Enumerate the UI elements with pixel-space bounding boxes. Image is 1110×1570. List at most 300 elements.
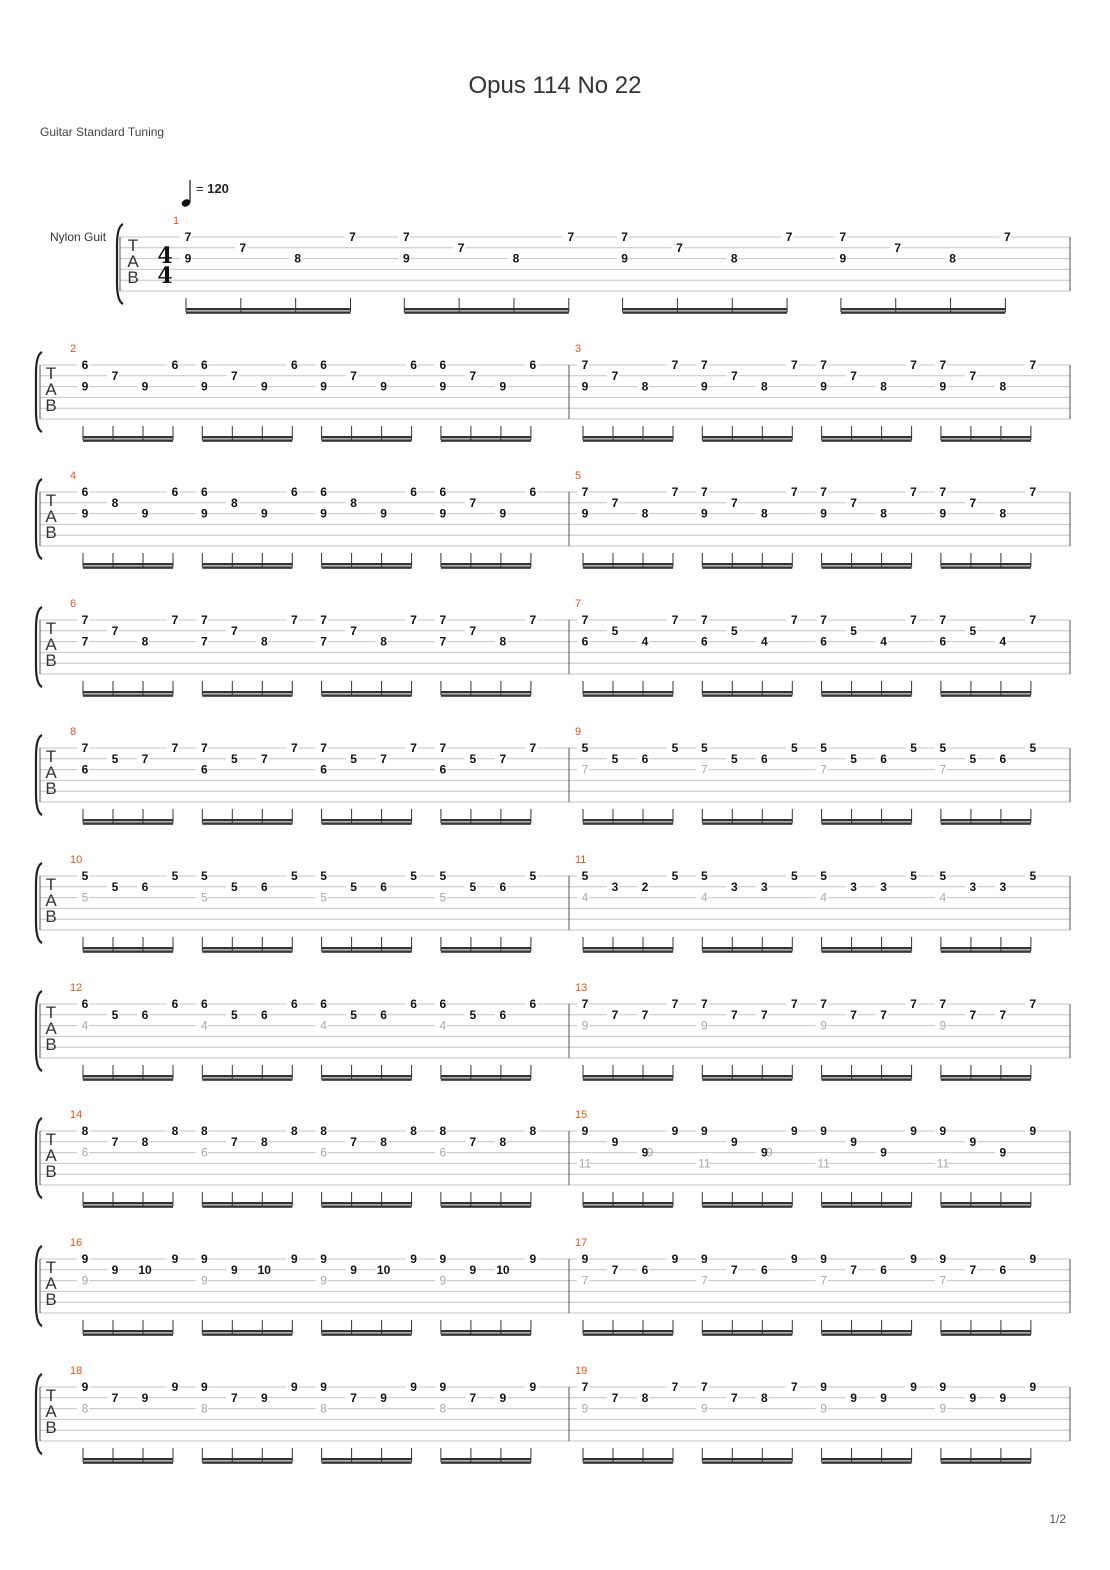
fret-number: 5 bbox=[290, 869, 298, 883]
fret-number: 7 bbox=[939, 997, 947, 1011]
fret-number: 7 bbox=[730, 1390, 738, 1405]
fret-number: 9 bbox=[529, 1252, 537, 1266]
fret-number: 9 bbox=[939, 506, 947, 521]
fret-number: 6 bbox=[439, 358, 447, 372]
fret-number: 9 bbox=[790, 1252, 798, 1266]
fret-number: 5 bbox=[529, 869, 537, 883]
beam bbox=[441, 691, 531, 693]
fret-number: 6 bbox=[581, 634, 589, 649]
fret-number: 6 bbox=[81, 358, 89, 372]
fret-number: 5 bbox=[111, 879, 119, 894]
measure-number: 11 bbox=[575, 854, 587, 866]
fret-number: 5 bbox=[439, 869, 447, 883]
fret-number: 7 bbox=[111, 623, 119, 638]
measure-number: 3 bbox=[575, 343, 582, 355]
beam bbox=[702, 1461, 792, 1463]
fret-number: 9 bbox=[350, 1262, 357, 1277]
beam bbox=[822, 1330, 912, 1332]
beam bbox=[83, 1075, 173, 1077]
tab-clef-letter: B bbox=[45, 523, 57, 542]
fret-number: 10 bbox=[496, 1262, 510, 1277]
beam bbox=[822, 563, 912, 565]
fret-number: 6 bbox=[171, 485, 179, 499]
fret-number: 8 bbox=[81, 1124, 89, 1138]
fret-number: 5 bbox=[910, 869, 917, 883]
beam bbox=[322, 1333, 412, 1335]
beam bbox=[441, 1330, 531, 1332]
measure-number: 9 bbox=[575, 726, 582, 738]
fret-number: 5 bbox=[200, 869, 208, 883]
fret-number: 7 bbox=[320, 634, 327, 649]
measure-number: 18 bbox=[70, 1365, 83, 1377]
fret-number: 7 bbox=[81, 613, 89, 627]
fret-number: 9 bbox=[581, 1252, 589, 1266]
fret-number: 6 bbox=[171, 997, 179, 1011]
fret-number: 7 bbox=[1029, 613, 1037, 627]
tab-clef-letter: B bbox=[45, 1418, 57, 1437]
fret-number: 7 bbox=[469, 623, 477, 638]
tab-clef-letter: B bbox=[45, 1290, 57, 1309]
fret-number: 9 bbox=[290, 1380, 298, 1394]
fret-number: 7 bbox=[230, 1390, 238, 1405]
beam bbox=[583, 563, 673, 565]
beam bbox=[702, 1078, 792, 1080]
fret-number: 9 bbox=[1029, 1252, 1037, 1266]
fret-number: 6 bbox=[200, 997, 208, 1011]
tab-clef-letter: T bbox=[45, 747, 57, 766]
beam bbox=[83, 1461, 173, 1463]
fret-number: 7 bbox=[350, 1390, 357, 1405]
measure-number: 13 bbox=[575, 982, 588, 994]
fret-number: 7 bbox=[439, 634, 447, 649]
fret-number: 7 bbox=[1004, 230, 1011, 244]
tab-clef-letter: A bbox=[45, 891, 57, 910]
fret-number: 9 bbox=[200, 379, 208, 394]
beam bbox=[941, 1458, 1031, 1460]
fret-number: 8 bbox=[641, 1390, 649, 1405]
beam bbox=[941, 439, 1031, 441]
fret-number: 8 bbox=[380, 634, 387, 649]
ghost-fret-number: 9 bbox=[200, 1273, 208, 1288]
measure-number: 2 bbox=[70, 343, 77, 355]
fret-number: 7 bbox=[200, 613, 208, 627]
fret-number: 7 bbox=[111, 1390, 119, 1405]
fret-number: 5 bbox=[730, 751, 738, 766]
fret-number: 7 bbox=[671, 485, 679, 499]
fret-number: 5 bbox=[969, 623, 977, 638]
fret-number: 7 bbox=[320, 741, 327, 755]
fret-number: 9 bbox=[141, 379, 149, 394]
fret-number: 7 bbox=[671, 613, 679, 627]
fret-number: 9 bbox=[529, 1380, 537, 1394]
fret-number: 6 bbox=[439, 485, 447, 499]
fret-number: 9 bbox=[260, 506, 268, 521]
beam bbox=[941, 436, 1031, 438]
beam bbox=[941, 822, 1031, 824]
ghost-fret-number: 9 bbox=[439, 1273, 447, 1288]
fret-number: 6 bbox=[81, 762, 89, 777]
fret-number: 6 bbox=[760, 751, 768, 766]
fret-number: 6 bbox=[499, 879, 507, 894]
fret-number: 7 bbox=[200, 741, 208, 755]
beam bbox=[83, 694, 173, 696]
fret-number: 7 bbox=[820, 997, 827, 1011]
fret-number: 8 bbox=[260, 1134, 268, 1149]
fret-number: 7 bbox=[81, 741, 89, 755]
ghost-fret-number: 9 bbox=[765, 1145, 773, 1160]
fret-number: 9 bbox=[200, 506, 208, 521]
fret-number: 8 bbox=[880, 379, 887, 394]
beam bbox=[583, 950, 673, 952]
beam bbox=[441, 819, 531, 821]
fret-number: 6 bbox=[880, 751, 887, 766]
measure-number: 16 bbox=[70, 1237, 83, 1249]
fret-number: 7 bbox=[671, 1380, 679, 1394]
beam bbox=[322, 1078, 412, 1080]
measure-number: 4 bbox=[70, 470, 77, 482]
fret-number: 5 bbox=[581, 869, 589, 883]
fret-number: 6 bbox=[290, 997, 298, 1011]
fret-number: 5 bbox=[820, 869, 827, 883]
beam bbox=[202, 819, 292, 821]
beam bbox=[841, 308, 1006, 310]
fret-number: 9 bbox=[939, 1380, 947, 1394]
fret-number: 3 bbox=[880, 879, 887, 894]
fret-number: 5 bbox=[469, 1007, 477, 1022]
tab-clef-letter: T bbox=[45, 364, 57, 383]
beam bbox=[702, 691, 792, 693]
fret-number: 7 bbox=[700, 358, 708, 372]
fret-number: 7 bbox=[790, 1380, 798, 1394]
system-brace bbox=[36, 1246, 42, 1326]
fret-number: 5 bbox=[700, 869, 708, 883]
beam bbox=[822, 1075, 912, 1077]
fret-number: 5 bbox=[469, 879, 477, 894]
fret-number: 7 bbox=[611, 368, 619, 383]
fret-number: 9 bbox=[499, 379, 507, 394]
beam bbox=[441, 694, 531, 696]
fret-number: 9 bbox=[81, 379, 89, 394]
fret-number: 8 bbox=[641, 379, 649, 394]
beam bbox=[822, 1078, 912, 1080]
fret-number: 7 bbox=[581, 613, 589, 627]
beam bbox=[322, 947, 412, 949]
beam bbox=[822, 822, 912, 824]
beam bbox=[702, 439, 792, 441]
fret-number: 5 bbox=[939, 869, 947, 883]
fret-number: 9 bbox=[439, 1252, 447, 1266]
fret-number: 8 bbox=[294, 251, 302, 266]
fret-number: 7 bbox=[700, 613, 708, 627]
fret-number: 9 bbox=[700, 1124, 708, 1138]
system-brace bbox=[36, 863, 42, 943]
ghost-fret-number: 7 bbox=[581, 1273, 589, 1288]
fret-number: 9 bbox=[380, 1390, 387, 1405]
fret-number: 7 bbox=[676, 240, 683, 255]
beam bbox=[441, 1458, 531, 1460]
fret-number: 7 bbox=[790, 358, 798, 372]
ghost-fret-number: 9 bbox=[320, 1273, 327, 1288]
ghost-fret-number: 7 bbox=[820, 762, 827, 777]
tab-clef-letter: T bbox=[45, 1130, 57, 1149]
tab-clef-letter: A bbox=[45, 1402, 57, 1421]
tab-clef-letter: A bbox=[45, 1146, 57, 1165]
fret-number: 7 bbox=[999, 1007, 1007, 1022]
beam bbox=[941, 1078, 1031, 1080]
fret-number: 8 bbox=[200, 1124, 208, 1138]
tab-clef-letter: A bbox=[45, 1274, 57, 1293]
beam bbox=[83, 1330, 173, 1332]
beam bbox=[322, 1330, 412, 1332]
fret-number: 5 bbox=[850, 751, 857, 766]
fret-number: 6 bbox=[410, 485, 417, 499]
fret-number: 3 bbox=[850, 879, 857, 894]
fret-number: 7 bbox=[760, 1007, 768, 1022]
tab-clef-letter: B bbox=[127, 268, 139, 287]
fret-number: 7 bbox=[939, 613, 947, 627]
beam bbox=[941, 691, 1031, 693]
fret-number: 6 bbox=[410, 358, 417, 372]
fret-number: 7 bbox=[850, 368, 857, 383]
beam bbox=[186, 311, 351, 313]
fret-number: 5 bbox=[671, 741, 679, 755]
beam bbox=[441, 566, 531, 568]
ghost-fret-number: 7 bbox=[581, 762, 589, 777]
system-brace bbox=[36, 352, 42, 432]
measure-number: 7 bbox=[575, 598, 582, 610]
fret-number: 7 bbox=[380, 751, 387, 766]
fret-number: 7 bbox=[171, 741, 179, 755]
ghost-fret-number: 11 bbox=[817, 1156, 830, 1171]
ghost-fret-number: 6 bbox=[81, 1145, 89, 1160]
beam bbox=[322, 563, 412, 565]
fret-number: 5 bbox=[700, 741, 708, 755]
fret-number: 6 bbox=[880, 1262, 887, 1277]
fret-number: 7 bbox=[230, 368, 238, 383]
fret-number: 7 bbox=[402, 230, 410, 244]
fret-number: 9 bbox=[320, 1252, 327, 1266]
beam bbox=[83, 563, 173, 565]
fret-number: 5 bbox=[730, 623, 738, 638]
beam bbox=[941, 819, 1031, 821]
fret-number: 6 bbox=[439, 762, 447, 777]
beam bbox=[202, 1330, 292, 1332]
fret-number: 7 bbox=[671, 358, 679, 372]
beam bbox=[441, 563, 531, 565]
tab-clef-letter: B bbox=[45, 396, 57, 415]
tab-clef-letter: T bbox=[45, 1003, 57, 1022]
beam bbox=[822, 691, 912, 693]
beam bbox=[202, 691, 292, 693]
beam bbox=[83, 1205, 173, 1207]
fret-number: 9 bbox=[260, 1390, 268, 1405]
beam bbox=[822, 1458, 912, 1460]
fret-number: 9 bbox=[200, 1380, 208, 1394]
beam bbox=[941, 566, 1031, 568]
fret-number: 5 bbox=[1029, 741, 1037, 755]
ghost-fret-number: 4 bbox=[700, 890, 708, 905]
beam bbox=[202, 563, 292, 565]
beam bbox=[941, 694, 1031, 696]
fret-number: 7 bbox=[469, 495, 477, 510]
beam bbox=[822, 1202, 912, 1204]
beam bbox=[702, 436, 792, 438]
fret-number: 9 bbox=[1029, 1124, 1037, 1138]
score-title: Opus 114 No 22 bbox=[468, 72, 642, 99]
fret-number: 7 bbox=[410, 741, 417, 755]
fret-number: 9 bbox=[850, 1390, 857, 1405]
fret-number: 7 bbox=[700, 1380, 708, 1394]
beam bbox=[583, 1202, 673, 1204]
beam bbox=[441, 436, 531, 438]
beam bbox=[822, 439, 912, 441]
fret-number: 9 bbox=[81, 506, 89, 521]
fret-number: 7 bbox=[730, 368, 738, 383]
fret-number: 6 bbox=[81, 485, 89, 499]
beam bbox=[941, 1075, 1031, 1077]
fret-number: 7 bbox=[611, 1007, 619, 1022]
fret-number: 5 bbox=[469, 751, 477, 766]
beam bbox=[702, 947, 792, 949]
beam bbox=[822, 819, 912, 821]
beam bbox=[583, 566, 673, 568]
beam bbox=[702, 1458, 792, 1460]
measure-number: 5 bbox=[575, 470, 582, 482]
fret-number: 7 bbox=[850, 495, 857, 510]
fret-number: 9 bbox=[611, 1134, 619, 1149]
beam bbox=[702, 694, 792, 696]
ghost-fret-number: 9 bbox=[939, 1018, 947, 1033]
beam bbox=[202, 1333, 292, 1335]
measure-number: 8 bbox=[70, 726, 77, 738]
fret-number: 7 bbox=[671, 997, 679, 1011]
ghost-fret-number: 9 bbox=[581, 1401, 589, 1416]
fret-number: 4 bbox=[760, 634, 768, 649]
beam bbox=[702, 822, 792, 824]
fret-number: 9 bbox=[499, 506, 507, 521]
beam bbox=[202, 950, 292, 952]
beam bbox=[441, 1461, 531, 1463]
fret-number: 9 bbox=[880, 1390, 887, 1405]
fret-number: 7 bbox=[730, 1007, 738, 1022]
fret-number: 7 bbox=[910, 358, 917, 372]
beam bbox=[83, 950, 173, 952]
fret-number: 7 bbox=[230, 623, 238, 638]
fret-number: 6 bbox=[529, 358, 537, 372]
beam bbox=[702, 1205, 792, 1207]
fret-number: 7 bbox=[939, 485, 947, 499]
beam bbox=[202, 1461, 292, 1463]
fret-number: 7 bbox=[184, 230, 192, 244]
fret-number: 7 bbox=[1029, 997, 1037, 1011]
beam bbox=[202, 947, 292, 949]
fret-number: 9 bbox=[939, 1124, 947, 1138]
fret-number: 9 bbox=[171, 1380, 179, 1394]
ghost-fret-number: 8 bbox=[200, 1401, 208, 1416]
beam bbox=[202, 1078, 292, 1080]
fret-number: 3 bbox=[611, 879, 619, 894]
fret-number: 6 bbox=[141, 879, 149, 894]
beam bbox=[322, 566, 412, 568]
tuning-label: Guitar Standard Tuning bbox=[40, 125, 165, 139]
fret-number: 6 bbox=[499, 1007, 507, 1022]
tab-clef-letter: B bbox=[45, 1035, 57, 1054]
fret-number: 9 bbox=[184, 251, 192, 266]
fret-number: 7 bbox=[457, 240, 465, 255]
fret-number: 6 bbox=[439, 997, 447, 1011]
tab-clef-letter: T bbox=[45, 1386, 57, 1405]
ghost-fret-number: 8 bbox=[81, 1401, 89, 1416]
fret-number: 7 bbox=[1029, 358, 1037, 372]
fret-number: 6 bbox=[641, 1262, 649, 1277]
fret-number: 8 bbox=[760, 379, 768, 394]
fret-number: 7 bbox=[969, 368, 977, 383]
ghost-fret-number: 6 bbox=[320, 1145, 327, 1160]
measure-number: 19 bbox=[575, 1365, 588, 1377]
fret-number: 5 bbox=[790, 741, 798, 755]
tab-clef-letter: A bbox=[45, 507, 57, 526]
fret-number: 8 bbox=[999, 506, 1007, 521]
fret-number: 9 bbox=[1029, 1380, 1037, 1394]
fret-number: 9 bbox=[969, 1390, 977, 1405]
beam bbox=[202, 436, 292, 438]
fret-number: 9 bbox=[671, 1252, 679, 1266]
beam bbox=[702, 1202, 792, 1204]
fret-number: 7 bbox=[730, 1262, 738, 1277]
beam bbox=[583, 819, 673, 821]
beam bbox=[822, 566, 912, 568]
fret-number: 5 bbox=[820, 741, 827, 755]
system-brace bbox=[36, 479, 42, 559]
fret-number: 9 bbox=[641, 1145, 649, 1160]
fret-number: 8 bbox=[111, 495, 119, 510]
fret-number: 9 bbox=[850, 1134, 857, 1149]
fret-number: 7 bbox=[349, 230, 356, 244]
ghost-fret-number: 4 bbox=[320, 1018, 327, 1033]
beam bbox=[83, 947, 173, 949]
beam bbox=[583, 439, 673, 441]
tab-clef-letter: T bbox=[45, 1258, 57, 1277]
fret-number: 8 bbox=[350, 495, 357, 510]
fret-number: 7 bbox=[969, 495, 977, 510]
tab-clef-letter: B bbox=[45, 779, 57, 798]
fret-number: 8 bbox=[949, 251, 956, 266]
fret-number: 8 bbox=[141, 1134, 149, 1149]
fret-number: 6 bbox=[700, 634, 708, 649]
fret-number: 6 bbox=[380, 879, 387, 894]
fret-number: 6 bbox=[999, 1262, 1007, 1277]
beam bbox=[83, 1078, 173, 1080]
fret-number: 7 bbox=[641, 1007, 649, 1022]
fret-number: 7 bbox=[350, 368, 357, 383]
measure-number: 12 bbox=[70, 982, 83, 994]
tab-clef-letter: A bbox=[127, 252, 139, 271]
fret-number: 4 bbox=[641, 634, 649, 649]
fret-number: 6 bbox=[380, 1007, 387, 1022]
fret-number: 6 bbox=[641, 751, 649, 766]
measure-number: 15 bbox=[575, 1109, 588, 1121]
fret-number: 7 bbox=[350, 1134, 357, 1149]
fret-number: 7 bbox=[850, 1007, 857, 1022]
beam bbox=[322, 819, 412, 821]
ghost-fret-number: 11 bbox=[698, 1156, 711, 1171]
fret-number: 7 bbox=[171, 613, 179, 627]
beam bbox=[202, 822, 292, 824]
beam bbox=[583, 1458, 673, 1460]
fret-number: 9 bbox=[939, 1252, 947, 1266]
fret-number: 9 bbox=[910, 1124, 917, 1138]
fret-number: 7 bbox=[529, 741, 537, 755]
